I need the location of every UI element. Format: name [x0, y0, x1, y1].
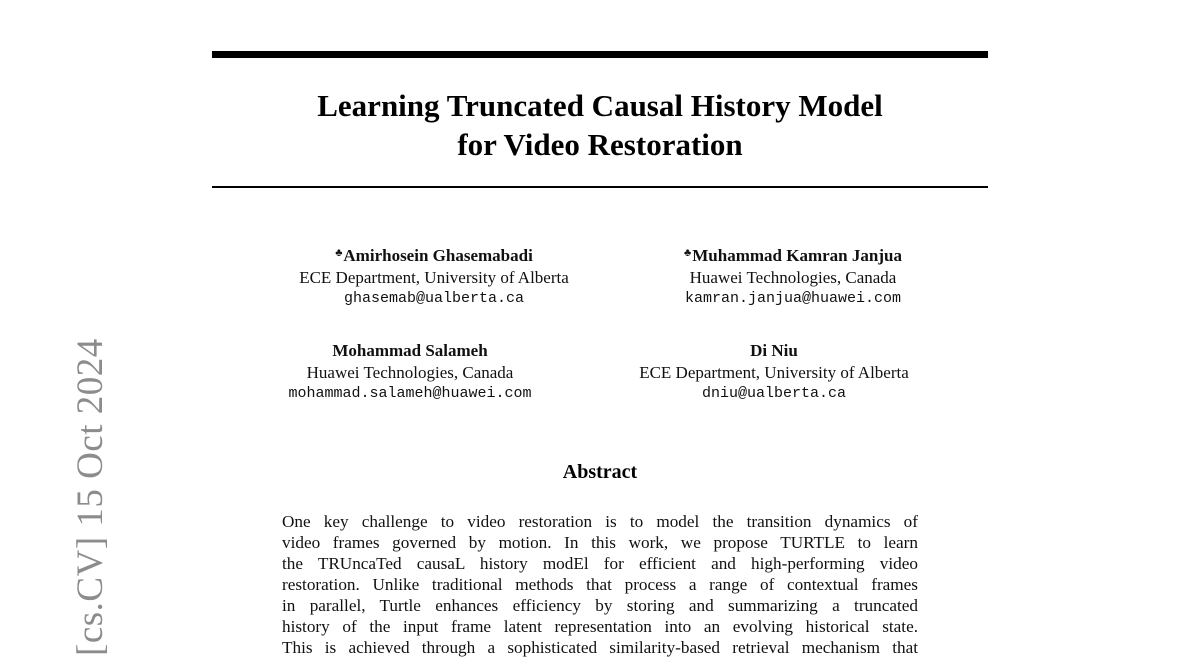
arxiv-identifier-stamp [26, 310, 111, 656]
author-block-4 [594, 340, 954, 404]
abstract-line: restoration. Unlike traditional methods that process a range of contextual frames [282, 575, 918, 594]
arxiv-stamp-text: [cs.CV] 15 Oct 2024 [70, 338, 111, 656]
abstract-line: video frames governed by motion. In this work, we propose TURTLE to learn [282, 533, 918, 552]
title-bottom-rule [212, 186, 988, 188]
author-name: Di Niu [750, 341, 798, 360]
author-affiliation: Huawei Technologies, Canada [306, 363, 514, 382]
author-name [254, 242, 614, 267]
abstract-body [282, 511, 918, 658]
abstract-line: This is achieved through a sophisticated similarity-based retrieval mechanism that [282, 638, 918, 657]
paper-title-line-2: for Video Restoration [457, 127, 743, 162]
author-email: mohammad.salameh@huawei.com [288, 385, 532, 402]
abstract-heading: Abstract [562, 461, 638, 483]
abstract-line: One key challenge to video restoration is to model the transition dynamics of [282, 512, 918, 531]
club-symbol-icon: ♣ [684, 247, 692, 259]
author-block-2 [613, 242, 973, 309]
author-name: Mohammad Salameh [332, 341, 488, 360]
abstract-line: the TRUncaTed causaL history modEl for efficient and high-performing video [282, 554, 918, 573]
title-top-rule [212, 51, 988, 58]
author-name-text: Amirhosein Ghasemabadi [343, 246, 533, 265]
abstract-line: in parallel, Turtle enhances efficiency by storing and summarizing a truncated [282, 596, 918, 615]
author-email: ghasemab@ualberta.ca [343, 290, 525, 307]
author-email: dniu@ualberta.ca [701, 385, 847, 402]
author-affiliation: ECE Department, University of Alberta [299, 268, 569, 287]
author-affiliation: Huawei Technologies, Canada [689, 268, 897, 287]
author-block-1 [254, 242, 614, 309]
author-name [613, 242, 973, 267]
author-email: kamran.janjua@huawei.com [684, 290, 902, 307]
author-name-text: Muhammad Kamran Janjua [692, 246, 902, 265]
paper-title [212, 86, 988, 164]
paper-title-line-1: Learning Truncated Causal History Model [317, 88, 883, 123]
club-symbol-icon: ♣ [335, 247, 343, 259]
author-affiliation: ECE Department, University of Alberta [639, 363, 909, 382]
author-block-3 [230, 340, 590, 404]
abstract-line: history of the input frame latent representation into an evolving historical state. [282, 617, 918, 636]
